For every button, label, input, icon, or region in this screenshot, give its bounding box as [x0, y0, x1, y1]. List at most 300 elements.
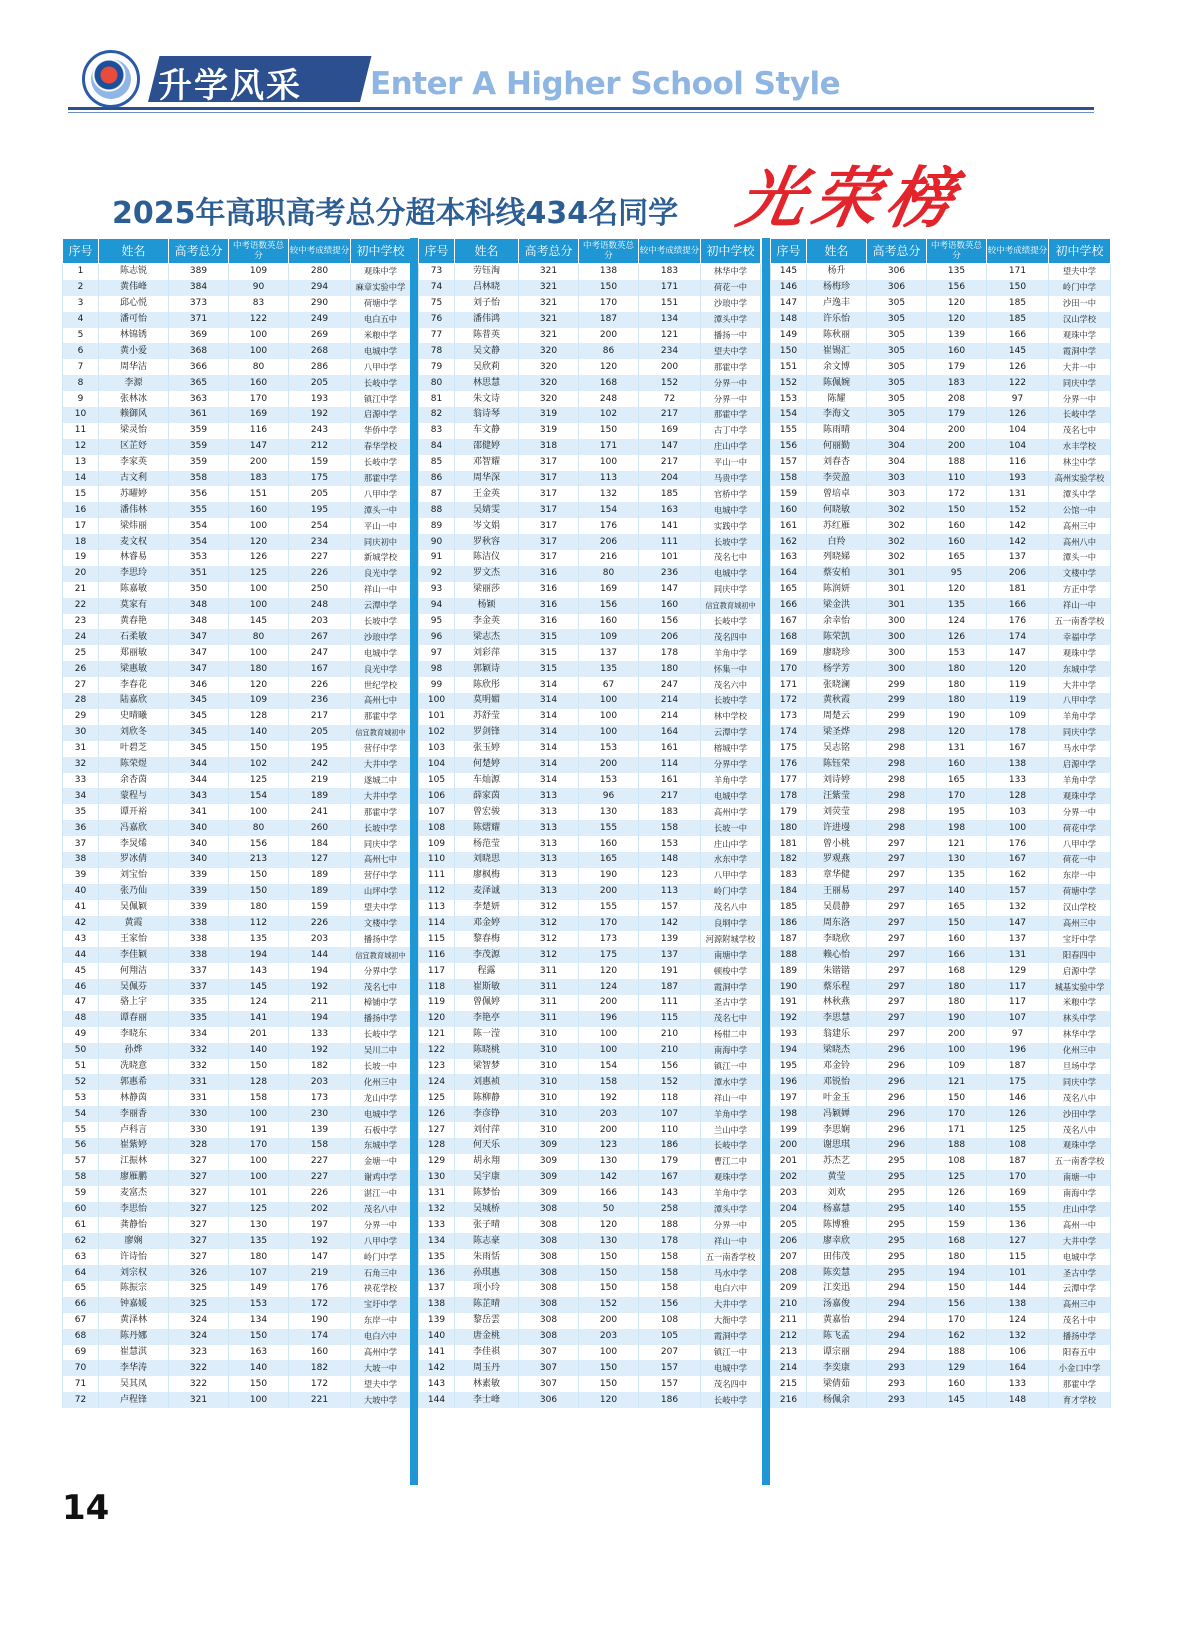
- cell-name: 崔斯敏: [455, 979, 519, 995]
- cell-seq: 99: [419, 677, 455, 693]
- cell-total: 314: [519, 725, 579, 741]
- table-row: [771, 566, 1111, 582]
- cell-name: 卢程锋: [99, 1392, 169, 1408]
- cell-name: 陈欣彤: [455, 677, 519, 693]
- cell-improve: 113: [639, 884, 701, 900]
- cell-school: 袂花学校: [351, 1281, 411, 1297]
- cell-name: 周华深: [455, 471, 519, 487]
- cell-school: 谢鸡中学: [351, 1170, 411, 1186]
- cell-zhongkao: 113: [579, 471, 639, 487]
- table-row: [419, 773, 761, 789]
- cell-seq: 6: [63, 343, 99, 359]
- page-title: 2025年高职高考总分超本科线434名同学: [112, 196, 679, 231]
- cell-name: 罗秋容: [455, 534, 519, 550]
- cell-zhongkao: 120: [927, 582, 987, 598]
- cell-seq: 183: [771, 868, 807, 884]
- table-row: [63, 582, 411, 598]
- cell-school: 电城中学: [1049, 1249, 1111, 1265]
- table-row: [63, 677, 411, 693]
- cell-seq: 50: [63, 1043, 99, 1059]
- cell-zhongkao: 145: [927, 1392, 987, 1408]
- cell-seq: 78: [419, 343, 455, 359]
- table-row: [771, 963, 1111, 979]
- cell-school: 文楼中学: [1049, 566, 1111, 582]
- cell-improve: 126: [987, 1106, 1049, 1122]
- cell-school: 分界一中: [701, 1217, 761, 1233]
- cell-seq: 37: [63, 836, 99, 852]
- cell-school: 同庆中学: [351, 836, 411, 852]
- table-row: [419, 1202, 761, 1218]
- table-row: [771, 645, 1111, 661]
- cell-improve: 195: [289, 502, 351, 518]
- cell-zhongkao: 142: [579, 1170, 639, 1186]
- table-row: [771, 884, 1111, 900]
- cell-school: 羊角中学: [701, 645, 761, 661]
- cell-seq: 184: [771, 884, 807, 900]
- cell-total: 327: [169, 1217, 229, 1233]
- cell-school: 望夫中学: [351, 1376, 411, 1392]
- cell-seq: 103: [419, 741, 455, 757]
- cell-seq: 3: [63, 296, 99, 312]
- cell-improve: 203: [289, 1074, 351, 1090]
- table-row: [419, 963, 761, 979]
- cell-school: 米粮中学: [351, 328, 411, 344]
- cell-school: 长岐中学: [351, 1027, 411, 1043]
- table-row: [771, 1138, 1111, 1154]
- cell-seq: 62: [63, 1233, 99, 1249]
- cell-seq: 190: [771, 979, 807, 995]
- cell-name: 蔡安柏: [807, 566, 867, 582]
- cell-school: 分界一中: [1049, 804, 1111, 820]
- cell-name: 蒙程与: [99, 788, 169, 804]
- cell-zhongkao: 150: [229, 868, 289, 884]
- cell-improve: 171: [639, 280, 701, 296]
- cell-zhongkao: 141: [229, 1011, 289, 1027]
- cell-improve: 196: [987, 1043, 1049, 1059]
- cell-school: 分界中学: [701, 757, 761, 773]
- cell-seq: 53: [63, 1090, 99, 1106]
- cell-seq: 196: [771, 1074, 807, 1090]
- table-row: [771, 391, 1111, 407]
- cell-name: 杨学芳: [807, 661, 867, 677]
- table-row: [63, 264, 411, 280]
- table-row: [63, 518, 411, 534]
- cell-total: 301: [867, 566, 927, 582]
- cell-school: 启源中学: [1049, 757, 1111, 773]
- table-row: [771, 1043, 1111, 1059]
- cell-name: 陈奕慧: [807, 1265, 867, 1281]
- cell-school: 长岐中学: [351, 375, 411, 391]
- cell-seq: 144: [419, 1392, 455, 1408]
- table-row: [419, 884, 761, 900]
- cell-improve: 133: [987, 1376, 1049, 1392]
- cell-zhongkao: 122: [229, 312, 289, 328]
- cell-zhongkao: 124: [927, 614, 987, 630]
- cell-seq: 66: [63, 1297, 99, 1313]
- cell-total: 321: [519, 296, 579, 312]
- cell-name: 江奕迅: [807, 1281, 867, 1297]
- cell-total: 308: [519, 1233, 579, 1249]
- cell-school: 大井中学: [1049, 1233, 1111, 1249]
- cell-school: 荷花中学: [1049, 820, 1111, 836]
- table-row: [63, 391, 411, 407]
- cell-name: 黎春梅: [455, 931, 519, 947]
- cell-zhongkao: 156: [579, 598, 639, 614]
- cell-total: 316: [519, 614, 579, 630]
- cell-improve: 158: [639, 1281, 701, 1297]
- cell-name: 黄泽林: [99, 1313, 169, 1329]
- cell-name: 黄嘉怡: [807, 1313, 867, 1329]
- cell-improve: 158: [639, 820, 701, 836]
- cell-school: 信宜教育城初中: [351, 725, 411, 741]
- cell-name: 吴志铭: [807, 741, 867, 757]
- cell-zhongkao: 143: [229, 963, 289, 979]
- cell-zhongkao: 126: [229, 550, 289, 566]
- cell-improve: 249: [289, 312, 351, 328]
- cell-improve: 203: [289, 931, 351, 947]
- cell-zhongkao: 120: [927, 296, 987, 312]
- cell-total: 300: [867, 614, 927, 630]
- col-header-improve: 较中考成绩提分: [639, 239, 701, 264]
- cell-seq: 55: [63, 1122, 99, 1138]
- table-row: [63, 1202, 411, 1218]
- cell-total: 321: [519, 264, 579, 280]
- cell-seq: 32: [63, 757, 99, 773]
- cell-improve: 179: [639, 1154, 701, 1170]
- cell-improve: 195: [289, 741, 351, 757]
- cell-zhongkao: 180: [927, 661, 987, 677]
- cell-total: 297: [867, 852, 927, 868]
- cell-name: 廖晓珍: [807, 645, 867, 661]
- cell-zhongkao: 206: [579, 534, 639, 550]
- cell-school: 宝圩中学: [351, 1297, 411, 1313]
- cell-school: 庄山中学: [1049, 1202, 1111, 1218]
- cell-school: 八甲中学: [351, 486, 411, 502]
- cell-total: 345: [169, 709, 229, 725]
- cell-name: 李荧盈: [807, 471, 867, 487]
- cell-school: 大坡中学: [351, 1392, 411, 1408]
- cell-improve: 128: [987, 788, 1049, 804]
- col-header-zhongkao: 中考语数英总分: [229, 239, 289, 264]
- cell-zhongkao: 150: [229, 741, 289, 757]
- cell-school: 新城学校: [351, 550, 411, 566]
- cell-school: 林中学校: [701, 709, 761, 725]
- cell-total: 305: [867, 359, 927, 375]
- cell-school: 长坡中学: [701, 693, 761, 709]
- table-row: [419, 550, 761, 566]
- cell-total: 312: [519, 900, 579, 916]
- cell-improve: 185: [987, 296, 1049, 312]
- cell-total: 345: [169, 741, 229, 757]
- cell-zhongkao: 131: [927, 741, 987, 757]
- cell-seq: 83: [419, 423, 455, 439]
- cell-school: 电白五中: [351, 312, 411, 328]
- table-row: [771, 1392, 1111, 1408]
- cell-seq: 54: [63, 1106, 99, 1122]
- cell-improve: 156: [639, 614, 701, 630]
- cell-improve: 219: [289, 773, 351, 789]
- cell-total: 345: [169, 693, 229, 709]
- cell-name: 廖雁鹏: [99, 1170, 169, 1186]
- col-header-zhongkao: 中考语数英总分: [579, 239, 639, 264]
- cell-zhongkao: 213: [229, 852, 289, 868]
- table-row: [63, 1233, 411, 1249]
- cell-total: 293: [867, 1376, 927, 1392]
- cell-school: 潭头一中: [1049, 550, 1111, 566]
- cell-seq: 185: [771, 900, 807, 916]
- cell-name: 朱雨恬: [455, 1249, 519, 1265]
- cell-improve: 142: [639, 916, 701, 932]
- cell-name: 黄莹: [807, 1170, 867, 1186]
- col-header-zhongkao: 中考语数英总分: [927, 239, 987, 264]
- cell-school: 营仔中学: [351, 741, 411, 757]
- cell-zhongkao: 200: [579, 757, 639, 773]
- cell-seq: 41: [63, 900, 99, 916]
- table-row: [771, 804, 1111, 820]
- cell-zhongkao: 180: [927, 677, 987, 693]
- cell-zhongkao: 128: [229, 709, 289, 725]
- cell-total: 347: [169, 661, 229, 677]
- cell-school: 祥山一中: [351, 582, 411, 598]
- cell-seq: 11: [63, 423, 99, 439]
- cell-seq: 104: [419, 757, 455, 773]
- cell-total: 300: [867, 661, 927, 677]
- cell-seq: 167: [771, 614, 807, 630]
- table-row: [63, 1297, 411, 1313]
- cell-improve: 234: [639, 343, 701, 359]
- cell-zhongkao: 165: [927, 900, 987, 916]
- cell-name: 刘宗权: [99, 1265, 169, 1281]
- cell-name: 李源: [99, 375, 169, 391]
- cell-total: 346: [169, 677, 229, 693]
- cell-seq: 14: [63, 471, 99, 487]
- cell-school: 小金口中学: [1049, 1360, 1111, 1376]
- cell-name: 林锦锈: [99, 328, 169, 344]
- cell-improve: 258: [639, 1202, 701, 1218]
- table-row: [771, 296, 1111, 312]
- cell-name: 骆上宇: [99, 995, 169, 1011]
- cell-name: 刘付萍: [455, 1122, 519, 1138]
- column-divider: [762, 238, 770, 1485]
- cell-zhongkao: 109: [927, 1059, 987, 1075]
- table-row: [419, 645, 761, 661]
- cell-total: 384: [169, 280, 229, 296]
- cell-seq: 68: [63, 1329, 99, 1345]
- cell-total: 308: [519, 1249, 579, 1265]
- cell-school: 高州三中: [1049, 1297, 1111, 1313]
- cell-name: 赖御风: [99, 407, 169, 423]
- cell-name: 刘春杏: [807, 455, 867, 471]
- table-row: [771, 725, 1111, 741]
- cell-zhongkao: 180: [229, 900, 289, 916]
- cell-seq: 56: [63, 1138, 99, 1154]
- table-row: [63, 1360, 411, 1376]
- cell-name: 梁智梦: [455, 1059, 519, 1075]
- cell-total: 310: [519, 1106, 579, 1122]
- table-row: [63, 423, 411, 439]
- table-row: [771, 598, 1111, 614]
- cell-total: 296: [867, 1138, 927, 1154]
- cell-improve: 205: [289, 725, 351, 741]
- table-row: [63, 1313, 411, 1329]
- cell-school: 霞洞中学: [1049, 343, 1111, 359]
- cell-school: 电白六中: [701, 1281, 761, 1297]
- cell-total: 324: [169, 1313, 229, 1329]
- table-row: [771, 677, 1111, 693]
- cell-school: 茂名八中: [351, 1202, 411, 1218]
- cell-seq: 194: [771, 1043, 807, 1059]
- cell-school: 长岐中学: [701, 1392, 761, 1408]
- cell-name: 林思慧: [455, 375, 519, 391]
- cell-total: 321: [169, 1392, 229, 1408]
- col-header-seq: 序号: [771, 239, 807, 264]
- cell-seq: 200: [771, 1138, 807, 1154]
- cell-school: 顿梭中学: [701, 963, 761, 979]
- cell-name: 王家怡: [99, 931, 169, 947]
- cell-total: 295: [867, 1154, 927, 1170]
- cell-school: 岭门中学: [351, 1249, 411, 1265]
- cell-total: 297: [867, 1027, 927, 1043]
- cell-total: 306: [519, 1392, 579, 1408]
- cell-improve: 110: [639, 1122, 701, 1138]
- cell-school: 营仔中学: [351, 868, 411, 884]
- cell-name: 崔紫婷: [99, 1138, 169, 1154]
- col-header-name: 姓名: [455, 239, 519, 264]
- cell-seq: 21: [63, 582, 99, 598]
- cell-school: 南海中学: [1049, 1186, 1111, 1202]
- table-row: [771, 582, 1111, 598]
- cell-zhongkao: 156: [229, 836, 289, 852]
- cell-name: 谭春丽: [99, 1011, 169, 1027]
- cell-improve: 172: [289, 1297, 351, 1313]
- cell-total: 314: [519, 773, 579, 789]
- cell-improve: 121: [639, 328, 701, 344]
- cell-seq: 149: [771, 328, 807, 344]
- cell-improve: 132: [987, 900, 1049, 916]
- cell-zhongkao: 100: [579, 455, 639, 471]
- table-row: [771, 788, 1111, 804]
- table-row: [63, 947, 411, 963]
- cell-total: 320: [519, 375, 579, 391]
- table-row: [63, 741, 411, 757]
- cell-school: 东岸一中: [351, 1313, 411, 1329]
- cell-seq: 192: [771, 1011, 807, 1027]
- cell-name: 余文博: [807, 359, 867, 375]
- cell-improve: 117: [987, 995, 1049, 1011]
- cell-seq: 182: [771, 852, 807, 868]
- cell-name: 陈润妍: [807, 582, 867, 598]
- cell-name: 陈博雅: [807, 1217, 867, 1233]
- col-header-school: 初中学校: [351, 239, 411, 264]
- cell-school: 沙田一中: [1049, 296, 1111, 312]
- cell-school: 怀集一中: [701, 661, 761, 677]
- header-rule: [68, 107, 1094, 110]
- cell-name: 陈飞孟: [807, 1329, 867, 1345]
- cell-zhongkao: 200: [927, 1027, 987, 1043]
- cell-zhongkao: 150: [579, 1265, 639, 1281]
- cell-improve: 145: [987, 343, 1049, 359]
- cell-seq: 130: [419, 1170, 455, 1186]
- cell-zhongkao: 100: [229, 1170, 289, 1186]
- cell-zhongkao: 86: [579, 343, 639, 359]
- cell-zhongkao: 200: [579, 328, 639, 344]
- cell-name: 苏舒莹: [455, 709, 519, 725]
- cell-seq: 97: [419, 645, 455, 661]
- cell-zhongkao: 100: [579, 709, 639, 725]
- cell-school: 茂名八中: [1049, 1122, 1111, 1138]
- table-row: [419, 566, 761, 582]
- cell-total: 316: [519, 582, 579, 598]
- table-row: [63, 1011, 411, 1027]
- cell-name: 刘荧莹: [807, 804, 867, 820]
- table-row: [771, 518, 1111, 534]
- cell-zhongkao: 95: [927, 566, 987, 582]
- cell-name: 李晓欣: [807, 931, 867, 947]
- table-row: [771, 1360, 1111, 1376]
- cell-improve: 133: [289, 1027, 351, 1043]
- cell-zhongkao: 160: [927, 1376, 987, 1392]
- cell-total: 303: [867, 486, 927, 502]
- cell-school: 庄山中学: [701, 439, 761, 455]
- table-row: [419, 1233, 761, 1249]
- cell-total: 323: [169, 1345, 229, 1361]
- cell-total: 341: [169, 804, 229, 820]
- cell-seq: 180: [771, 820, 807, 836]
- cell-name: 罗冰倩: [99, 852, 169, 868]
- cell-seq: 25: [63, 645, 99, 661]
- cell-seq: 213: [771, 1345, 807, 1361]
- cell-zhongkao: 176: [579, 518, 639, 534]
- cell-total: 335: [169, 1011, 229, 1027]
- cell-total: 331: [169, 1090, 229, 1106]
- cell-name: 李金英: [455, 614, 519, 630]
- cell-seq: 179: [771, 804, 807, 820]
- cell-total: 300: [867, 645, 927, 661]
- cell-school: 长岐中学: [701, 614, 761, 630]
- cell-name: 李奕康: [807, 1360, 867, 1376]
- cell-improve: 185: [639, 486, 701, 502]
- cell-improve: 174: [987, 629, 1049, 645]
- cell-zhongkao: 109: [579, 629, 639, 645]
- cell-name: 莫家有: [99, 598, 169, 614]
- cell-improve: 150: [987, 280, 1049, 296]
- table-row: [771, 439, 1111, 455]
- cell-seq: 73: [419, 264, 455, 280]
- cell-improve: 160: [289, 1345, 351, 1361]
- cell-school: 同庆初中: [351, 534, 411, 550]
- table-row: [771, 757, 1111, 773]
- cell-improve: 241: [289, 804, 351, 820]
- cell-zhongkao: 135: [927, 868, 987, 884]
- cell-improve: 115: [987, 1249, 1049, 1265]
- cell-improve: 206: [987, 566, 1049, 582]
- cell-improve: 158: [289, 1138, 351, 1154]
- cell-seq: 15: [63, 486, 99, 502]
- cell-school: 世纪学校: [351, 677, 411, 693]
- cell-total: 293: [867, 1360, 927, 1376]
- table-row: [63, 820, 411, 836]
- table-row: [771, 1186, 1111, 1202]
- cell-zhongkao: 102: [229, 757, 289, 773]
- table-row: [63, 534, 411, 550]
- cell-seq: 158: [771, 471, 807, 487]
- cell-improve: 137: [987, 931, 1049, 947]
- cell-zhongkao: 149: [229, 1281, 289, 1297]
- cell-improve: 211: [289, 995, 351, 1011]
- table-row: [63, 979, 411, 995]
- cell-name: 邓锐怡: [807, 1074, 867, 1090]
- cell-seq: 138: [419, 1297, 455, 1313]
